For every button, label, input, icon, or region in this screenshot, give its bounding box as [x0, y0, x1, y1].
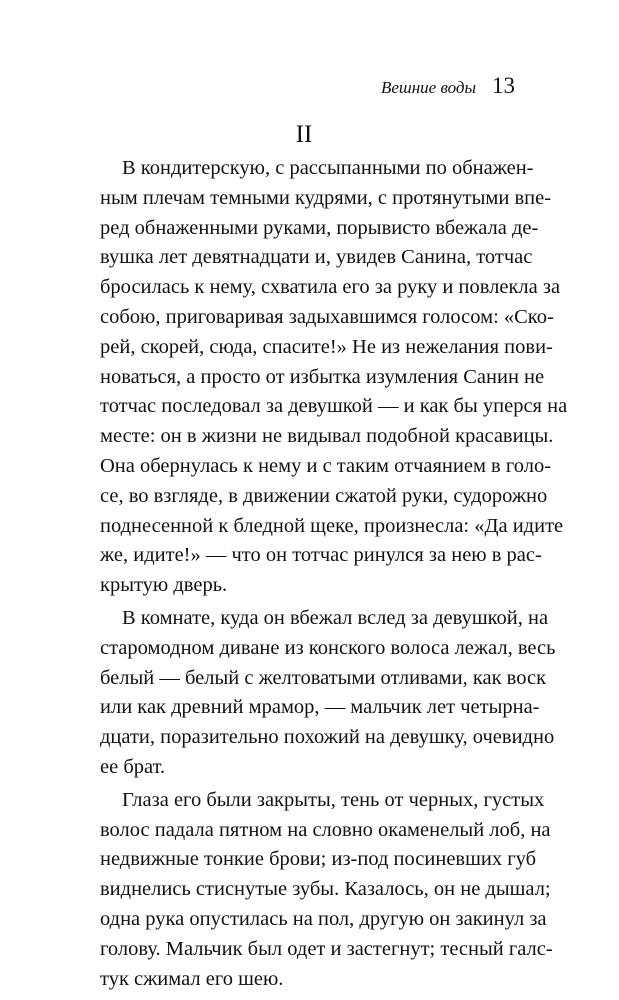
paragraph-3 — [100, 786, 553, 995]
text-line: старомодном диване из конского волоса лежал, весь — [100, 636, 556, 659]
page-number: 13 — [492, 73, 515, 98]
text-line: Она обернулась к нему и с таким отчаянием в голо- — [100, 454, 552, 477]
text-line: голову. Мальчик был одет и застегнут; тесный галс- — [100, 937, 553, 960]
paragraph-2 — [100, 604, 556, 783]
text-line: собою, приговаривая задыхавшимся голосом: «Ско- — [100, 305, 554, 328]
text-line: дцати, поразительно похожий на девушку, очевидно — [100, 726, 555, 749]
text-line: бросилась к нему, схватила его за руку и повлекла за — [100, 276, 561, 299]
text-line: ред обнаженными руками, порывисто вбежала де- — [100, 216, 539, 239]
text-line: В кондитерскую, с рассыпанными по обнажен- — [122, 157, 534, 179]
text-line: одна рука опустилась на пол, другую он закинул за — [100, 907, 547, 930]
body-text — [100, 154, 568, 994]
text-line: се, во взгляде, в движении сжатой руки, судорожно — [100, 484, 548, 507]
running-head — [381, 73, 515, 99]
text-line: тук сжимал его шею. — [100, 967, 284, 990]
text-line: В комнате, куда он вбежал вслед за девушкой, на — [122, 606, 549, 629]
paragraph-1 — [100, 154, 568, 601]
text-line: новаться, а просто от избытка изумления Санин не — [100, 365, 545, 388]
text-line: месте: он в жизни не видывал подобной красавицы. — [100, 425, 554, 448]
text-line: же, идите!» — что он тотчас ринулся за нею в рас- — [100, 544, 542, 567]
text-line: Глаза его были закрыты, тень от черных, густых — [122, 788, 545, 811]
text-line: недвижные тонкие брови; из-под посиневших губ — [100, 848, 537, 871]
running-head-title: Вешние воды — [380, 78, 476, 97]
text-line: белый — белый с желтоватыми отливами, как воск — [100, 666, 547, 689]
text-line: поднесенной к бледной щеке, произнесла: «Да идите — [100, 514, 564, 537]
text-line: виднелись стиснутые зубы. Казалось, он не дышал; — [100, 878, 551, 901]
text-line: вушка лет девятнадцати и, увидев Санина, тотчас — [100, 246, 533, 269]
text-line: тотчас последовал за девушкой — и как бы уперся на — [100, 395, 568, 418]
text-line: волос падала пятном на словно окаменелый лоб, на — [100, 818, 551, 841]
text-line: ее брат. — [100, 755, 166, 778]
text-line: ным плечам темными кудрями, с протянутыми впе- — [100, 186, 552, 209]
text-line: или как древний мрамор, — мальчик лет четырна- — [100, 696, 540, 719]
text-line: рей, скорей, сюда, спасите!» Не из нежелания пови- — [100, 335, 553, 358]
chapter-number: II — [295, 121, 313, 148]
text-line: крытую дверь. — [100, 574, 228, 597]
